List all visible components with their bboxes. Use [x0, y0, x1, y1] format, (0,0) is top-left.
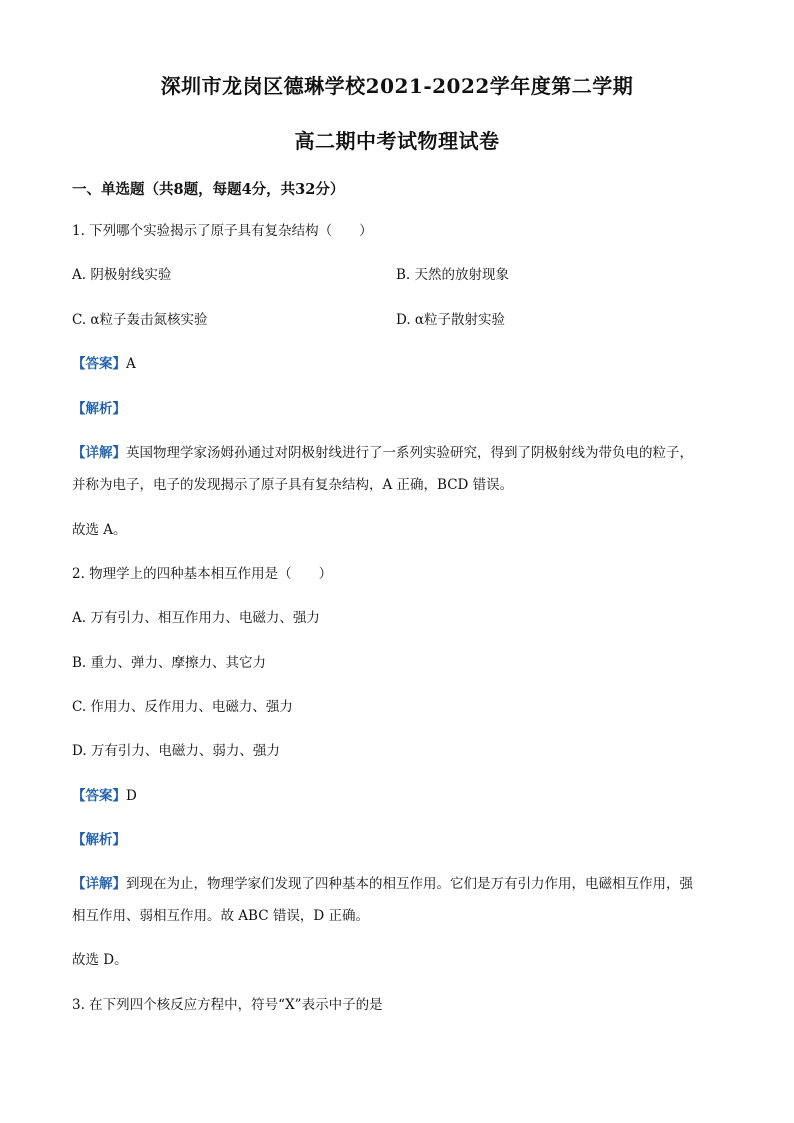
- conclusion-1: 故选 A。: [72, 522, 127, 538]
- detail-tag: 【详解】: [72, 876, 126, 892]
- answer-line-2: [72, 787, 137, 805]
- option-1c: C. α粒子轰击氮核实验: [72, 312, 208, 328]
- detail-tag: 【详解】: [72, 445, 126, 461]
- analysis-tag: 【解析】: [72, 832, 126, 848]
- answer-line-1: [72, 355, 136, 373]
- question-stem-3: 3. 在下列四个核反应方程中，符号“X”表示中子的是: [72, 997, 383, 1013]
- detail-line-1a: [72, 444, 693, 462]
- detail-line-2a: [72, 875, 693, 893]
- document-title-line1: 深圳市龙岗区德琳学校2021-2022学年度第二学期: [160, 74, 634, 98]
- answer-tag: 【答案】: [72, 356, 126, 372]
- analysis-tag: 【解析】: [72, 401, 126, 417]
- option-2b: B. 重力、弹力、摩擦力、其它力: [72, 655, 267, 671]
- detail-text: 到现在为止，物理学家们发现了四种基本的相互作用。它们是万有引力作用，电磁相互作用，强: [126, 876, 693, 892]
- detail-text: 英国物理学家汤姆孙通过对阴极射线进行了一系列实验研究，得到了阴极射线为带负电的粒子，: [126, 445, 693, 461]
- option-1d: D. α粒子散射实验: [396, 312, 506, 328]
- section-heading: 一、单选题（共8题，每题4分，共32分）: [72, 181, 345, 198]
- answer-value: D: [126, 788, 137, 804]
- question-stem-2: 2. 物理学上的四种基本相互作用是（ ）: [72, 566, 333, 582]
- conclusion-2: 故选 D。: [72, 952, 128, 968]
- answer-value: A: [126, 356, 136, 372]
- analysis-line-1: [72, 400, 126, 418]
- answer-tag: 【答案】: [72, 788, 126, 804]
- option-1a: A. 阴极射线实验: [72, 267, 172, 283]
- detail-line-1b: 并称为电子，电子的发现揭示了原子具有复杂结构，A 正确，BCD 错误。: [72, 477, 514, 493]
- document-title-line2: 高二期中考试物理试卷: [294, 129, 500, 153]
- detail-line-2b: 相互作用、弱相互作用。故 ABC 错误，D 正确。: [72, 908, 369, 924]
- option-1b: B. 天然的放射现象: [396, 267, 510, 283]
- question-stem-1: 1. 下列哪个实验揭示了原子具有复杂结构（ ）: [72, 223, 373, 239]
- option-2d: D. 万有引力、电磁力、弱力、强力: [72, 743, 280, 759]
- option-2c: C. 作用力、反作用力、电磁力、强力: [72, 699, 293, 715]
- analysis-line-2: [72, 831, 126, 849]
- option-2a: A. 万有引力、相互作用力、电磁力、强力: [72, 610, 320, 626]
